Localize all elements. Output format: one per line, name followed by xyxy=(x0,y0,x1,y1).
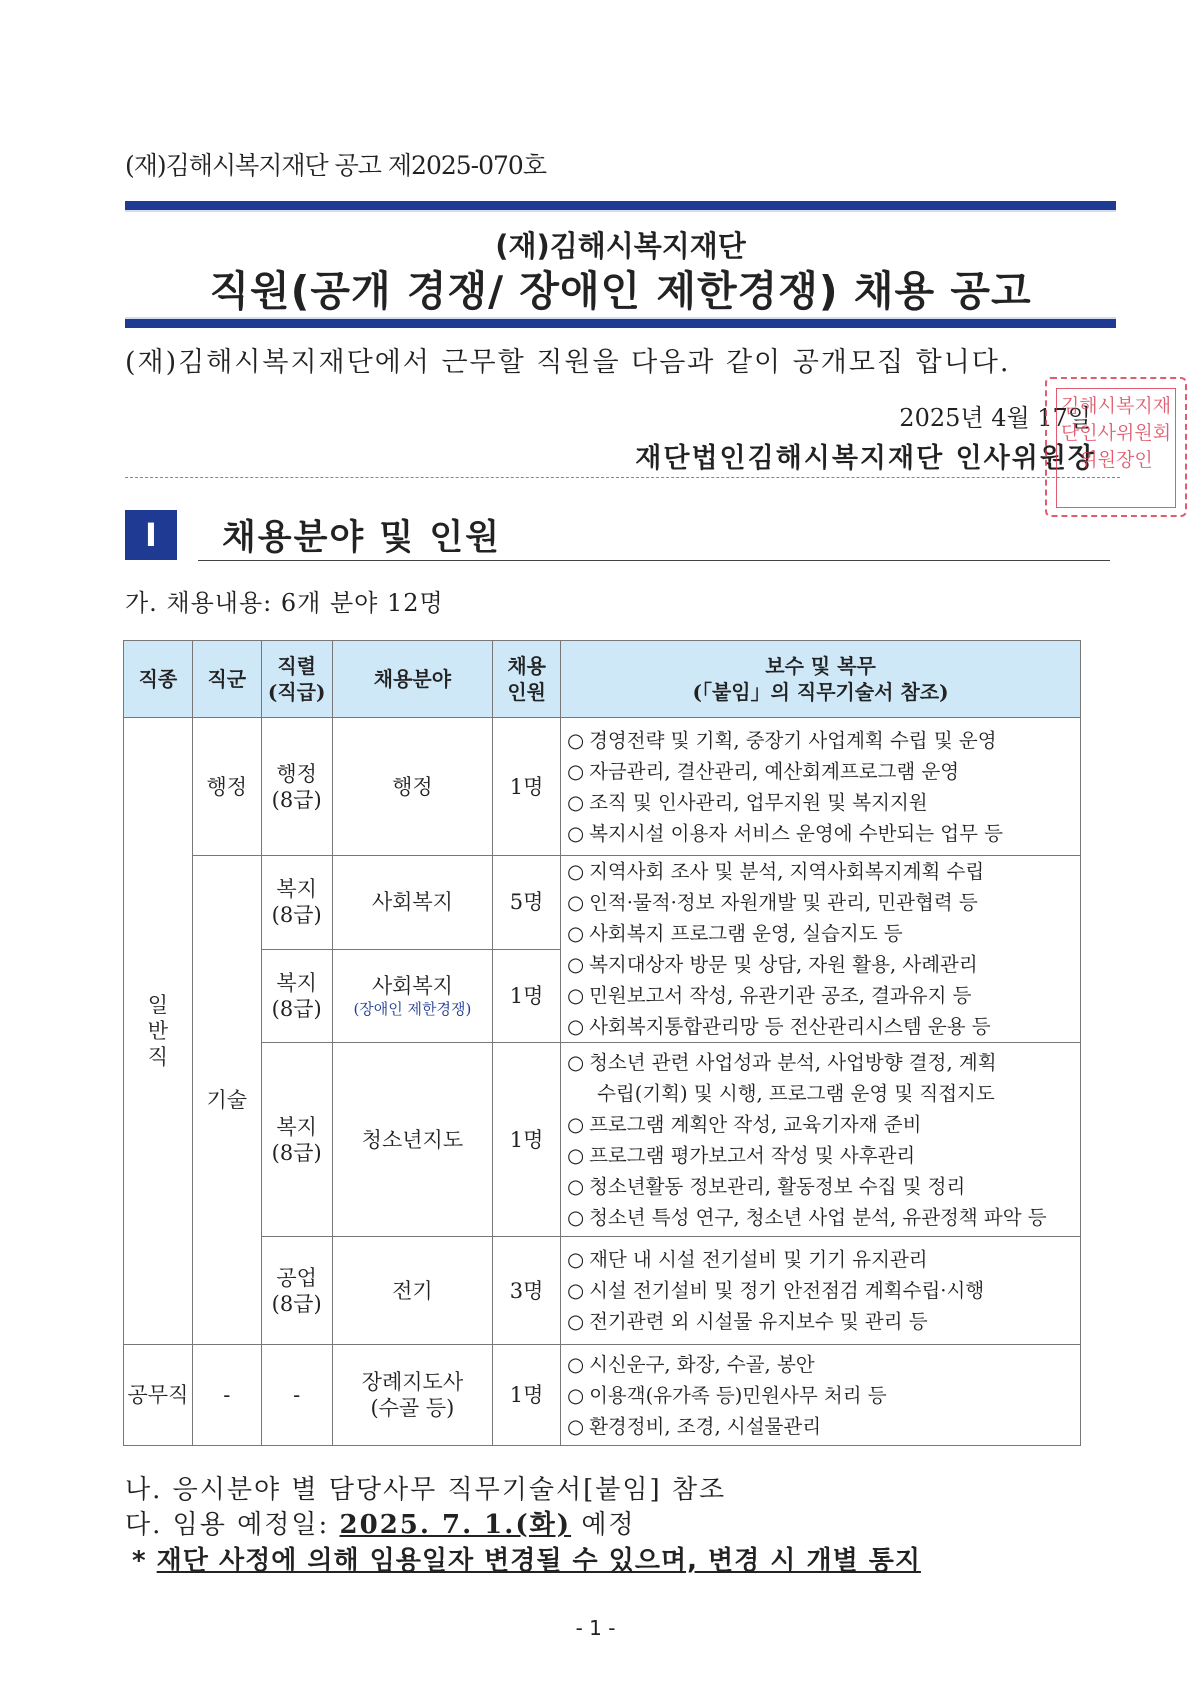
bullet-circle-icon: ○ xyxy=(567,1112,585,1136)
header-group: 직군 xyxy=(192,641,261,718)
cell-count: 1명 xyxy=(493,949,561,1043)
section-underline xyxy=(198,560,1110,561)
duty-text: 수립(기획) 및 시행, 프로그램 운영 및 직접지도 xyxy=(597,1081,995,1105)
divider xyxy=(125,477,1120,478)
duty-text: 조직 및 인사관리, 업무지원 및 복지지원 xyxy=(589,790,928,814)
cell-field: 장례지도사 (수골 등) xyxy=(332,1345,493,1446)
duty-text: 프로그램 평가보고서 작성 및 사후관리 xyxy=(589,1143,916,1167)
desc-electric xyxy=(561,1237,1081,1345)
cell-field: 청소년지도 xyxy=(332,1043,493,1237)
cell-field: 사회복지 xyxy=(332,856,493,950)
cell-field xyxy=(332,949,493,1043)
bullet-circle-icon: ○ xyxy=(567,1050,585,1074)
duty-item xyxy=(567,725,1080,756)
duty-item xyxy=(567,1202,1080,1233)
desc-youth xyxy=(561,1043,1081,1237)
bullet-circle-icon: ○ xyxy=(567,759,585,783)
bullet-circle-icon: ○ xyxy=(567,1143,585,1167)
cell-group-tech: 기술 xyxy=(192,856,261,1345)
cell-count: 1명 xyxy=(493,1345,561,1446)
duty-item xyxy=(567,887,1080,918)
duty-text: 환경정비, 조경, 시설물관리 xyxy=(589,1414,822,1438)
bullet-circle-icon: ○ xyxy=(567,821,585,845)
header-desc-line2: (「붙임」의 직무기술서 참조) xyxy=(692,680,949,704)
desc-welfare xyxy=(561,856,1081,1043)
table-row xyxy=(124,1345,1081,1446)
header-desc xyxy=(561,641,1081,718)
table-header-row xyxy=(124,641,1081,718)
title-bar-bottom xyxy=(125,317,1116,328)
duty-item xyxy=(567,1380,1080,1411)
header-type: 직종 xyxy=(124,641,193,718)
header-field: 채용분야 xyxy=(332,641,493,718)
duty-item xyxy=(567,1078,1080,1109)
bullet-circle-icon: ○ xyxy=(567,1248,585,1271)
bullet-circle-icon: ○ xyxy=(567,728,585,752)
cell-grade: 행정 (8급) xyxy=(261,718,332,856)
bullet-circle-icon: ○ xyxy=(567,1174,585,1198)
duty-item xyxy=(567,1011,1080,1042)
bullet-circle-icon: ○ xyxy=(567,1310,585,1333)
duty-text: 인적·물적·정보 자원개발 및 관리, 민관협력 등 xyxy=(589,891,978,914)
cell-count: 3명 xyxy=(493,1237,561,1345)
seal-text: 김해시복지재단인사위원회위원장인 xyxy=(1056,388,1176,508)
section-title: 채용분야 및 인원 xyxy=(222,518,502,558)
issuer: 재단법인김해시복지재단 인사위원장 xyxy=(635,443,1096,474)
cell-type-general: 일 반 직 xyxy=(124,718,193,1345)
notice-date: 2025년 4월 17일 xyxy=(899,404,1091,432)
duty-text: 사회복지 프로그램 운영, 실습지도 등 xyxy=(589,922,903,945)
duty-item xyxy=(567,818,1080,849)
appointment-suffix: 예정 xyxy=(581,1510,636,1540)
duty-item xyxy=(567,1047,1080,1078)
bullet-circle-icon: ○ xyxy=(567,1205,585,1229)
note-star: * xyxy=(132,1546,147,1576)
duty-text: 프로그램 계획안 작성, 교육기자재 준비 xyxy=(589,1112,922,1136)
bullet-circle-icon: ○ xyxy=(567,1279,585,1302)
table-row xyxy=(124,718,1081,856)
desc-admin xyxy=(561,718,1081,856)
title-bar-top xyxy=(125,201,1116,212)
cell-group-admin: 행정 xyxy=(192,718,261,856)
duty-item xyxy=(567,918,1080,949)
table-row xyxy=(124,856,1081,950)
duty-item xyxy=(567,1140,1080,1171)
duty-text: 경영전략 및 기획, 중장기 사업계획 수립 및 운영 xyxy=(589,728,997,752)
page-number: - 1 - xyxy=(575,1616,616,1640)
duty-item xyxy=(567,1109,1080,1140)
header-grade: 직렬 (직급) xyxy=(261,641,332,718)
note-text: 재단 사정에 의해 임용일자 변경될 수 있으며, 변경 시 개별 통지 xyxy=(156,1546,921,1576)
cell-count: 1명 xyxy=(493,1043,561,1237)
duty-item xyxy=(567,756,1080,787)
duty-text: 자금관리, 결산관리, 예산회계프로그램 운영 xyxy=(589,759,960,783)
duty-text: 민원보고서 작성, 유관기관 공조, 결과유지 등 xyxy=(589,984,972,1007)
cell-field: 행정 xyxy=(332,718,493,856)
duty-text: 전기관련 외 시설물 유지보수 및 관리 등 xyxy=(589,1310,928,1333)
intro-text: (재)김해시복지재단에서 근무할 직원을 다음과 같이 공개모집 합니다. xyxy=(125,347,1011,378)
duty-text: 청소년 관련 사업성과 분석, 사업방향 결정, 계획 xyxy=(589,1050,997,1074)
cell-grade: 복지 (8급) xyxy=(261,1043,332,1237)
cell-grade: 공업 (8급) xyxy=(261,1237,332,1345)
duty-text: 청소년 특성 연구, 청소년 사업 분석, 유관정책 파악 등 xyxy=(589,1205,1047,1229)
duty-item xyxy=(567,1349,1080,1380)
bullet-circle-icon: ○ xyxy=(567,891,585,914)
bullet-circle-icon: ○ xyxy=(567,1414,585,1438)
duty-text: 시설 전기설비 및 정기 안전점검 계획수립·시행 xyxy=(589,1279,985,1302)
cell-grade: 복지 (8급) xyxy=(261,856,332,950)
cell-count: 5명 xyxy=(493,856,561,950)
bullet-circle-icon: ○ xyxy=(567,1352,585,1376)
bullet-circle-icon: ○ xyxy=(567,984,585,1007)
duty-text: 청소년활동 정보관리, 활동정보 수집 및 정리 xyxy=(589,1174,966,1198)
duty-text: 이용객(유가족 등)민원사무 처리 등 xyxy=(589,1383,887,1407)
duty-item xyxy=(567,980,1080,1011)
cell-type-public: 공무직 xyxy=(124,1345,193,1446)
table-row xyxy=(124,1043,1081,1237)
header-desc-line1: 보수 및 복무 xyxy=(765,654,876,678)
header-count: 채용 인원 xyxy=(493,641,561,718)
appointment-date-value: 2025. 7. 1.(화) xyxy=(339,1510,572,1540)
duty-text: 복지대상자 방문 및 상담, 자원 활용, 사례관리 xyxy=(589,953,978,976)
duty-item xyxy=(567,1306,1080,1337)
cell-field: 전기 xyxy=(332,1237,493,1345)
org-name: (재)김해시복지재단 xyxy=(495,229,746,263)
page-title: 직원(공개 경쟁/ 장애인 제한경쟁) 채용 공고 xyxy=(209,267,1032,315)
duty-item xyxy=(567,787,1080,818)
duty-item xyxy=(567,1244,1080,1275)
bullet-circle-icon: ○ xyxy=(567,953,585,976)
duty-item xyxy=(567,949,1080,980)
duty-text: 재단 내 시설 전기설비 및 기기 유지관리 xyxy=(589,1248,928,1271)
notice-number: (재)김해시복지재단 공고 제2025-070호 xyxy=(125,151,546,180)
duty-text: 시신운구, 화장, 수골, 봉안 xyxy=(589,1352,815,1376)
job-description-ref: 나. 응시분야 별 담당사무 직무기술서[붙임] 참조 xyxy=(125,1475,727,1505)
recruitment-summary: 가. 채용내용: 6개 분야 12명 xyxy=(125,589,444,617)
duty-text: 사회복지통합관리망 등 전산관리시스템 운용 등 xyxy=(589,1015,991,1038)
table-row xyxy=(124,1237,1081,1345)
cell-group: - xyxy=(192,1345,261,1446)
bullet-circle-icon: ○ xyxy=(567,790,585,814)
official-seal xyxy=(1045,377,1187,517)
section-number: I xyxy=(125,510,177,560)
cell-grade: 복지 (8급) xyxy=(261,949,332,1043)
bullet-circle-icon: ○ xyxy=(567,1383,585,1407)
duty-item xyxy=(567,1275,1080,1306)
cell-grade: - xyxy=(261,1345,332,1446)
cell-count: 1명 xyxy=(493,718,561,856)
bullet-circle-icon: ○ xyxy=(567,1015,585,1038)
appointment-date xyxy=(125,1504,636,1541)
duty-text: 지역사회 조사 및 분석, 지역사회복지계획 수립 xyxy=(589,860,985,883)
cell-field-name: 사회복지 xyxy=(371,973,453,998)
change-notice xyxy=(132,1540,921,1577)
duty-item xyxy=(567,1171,1080,1202)
duty-item xyxy=(567,856,1080,887)
cell-field-note: (장애인 제한경쟁) xyxy=(353,999,472,1018)
duty-text: 복지시설 이용자 서비스 운영에 수반되는 업무 등 xyxy=(589,821,1003,845)
bullet-circle-icon: ○ xyxy=(567,922,585,945)
bullet-circle-icon: ○ xyxy=(567,860,585,883)
appointment-label: 다. 임용 예정일: xyxy=(125,1510,330,1540)
duty-item xyxy=(567,1411,1080,1442)
desc-funeral xyxy=(561,1345,1081,1446)
recruitment-table xyxy=(123,640,1081,1446)
